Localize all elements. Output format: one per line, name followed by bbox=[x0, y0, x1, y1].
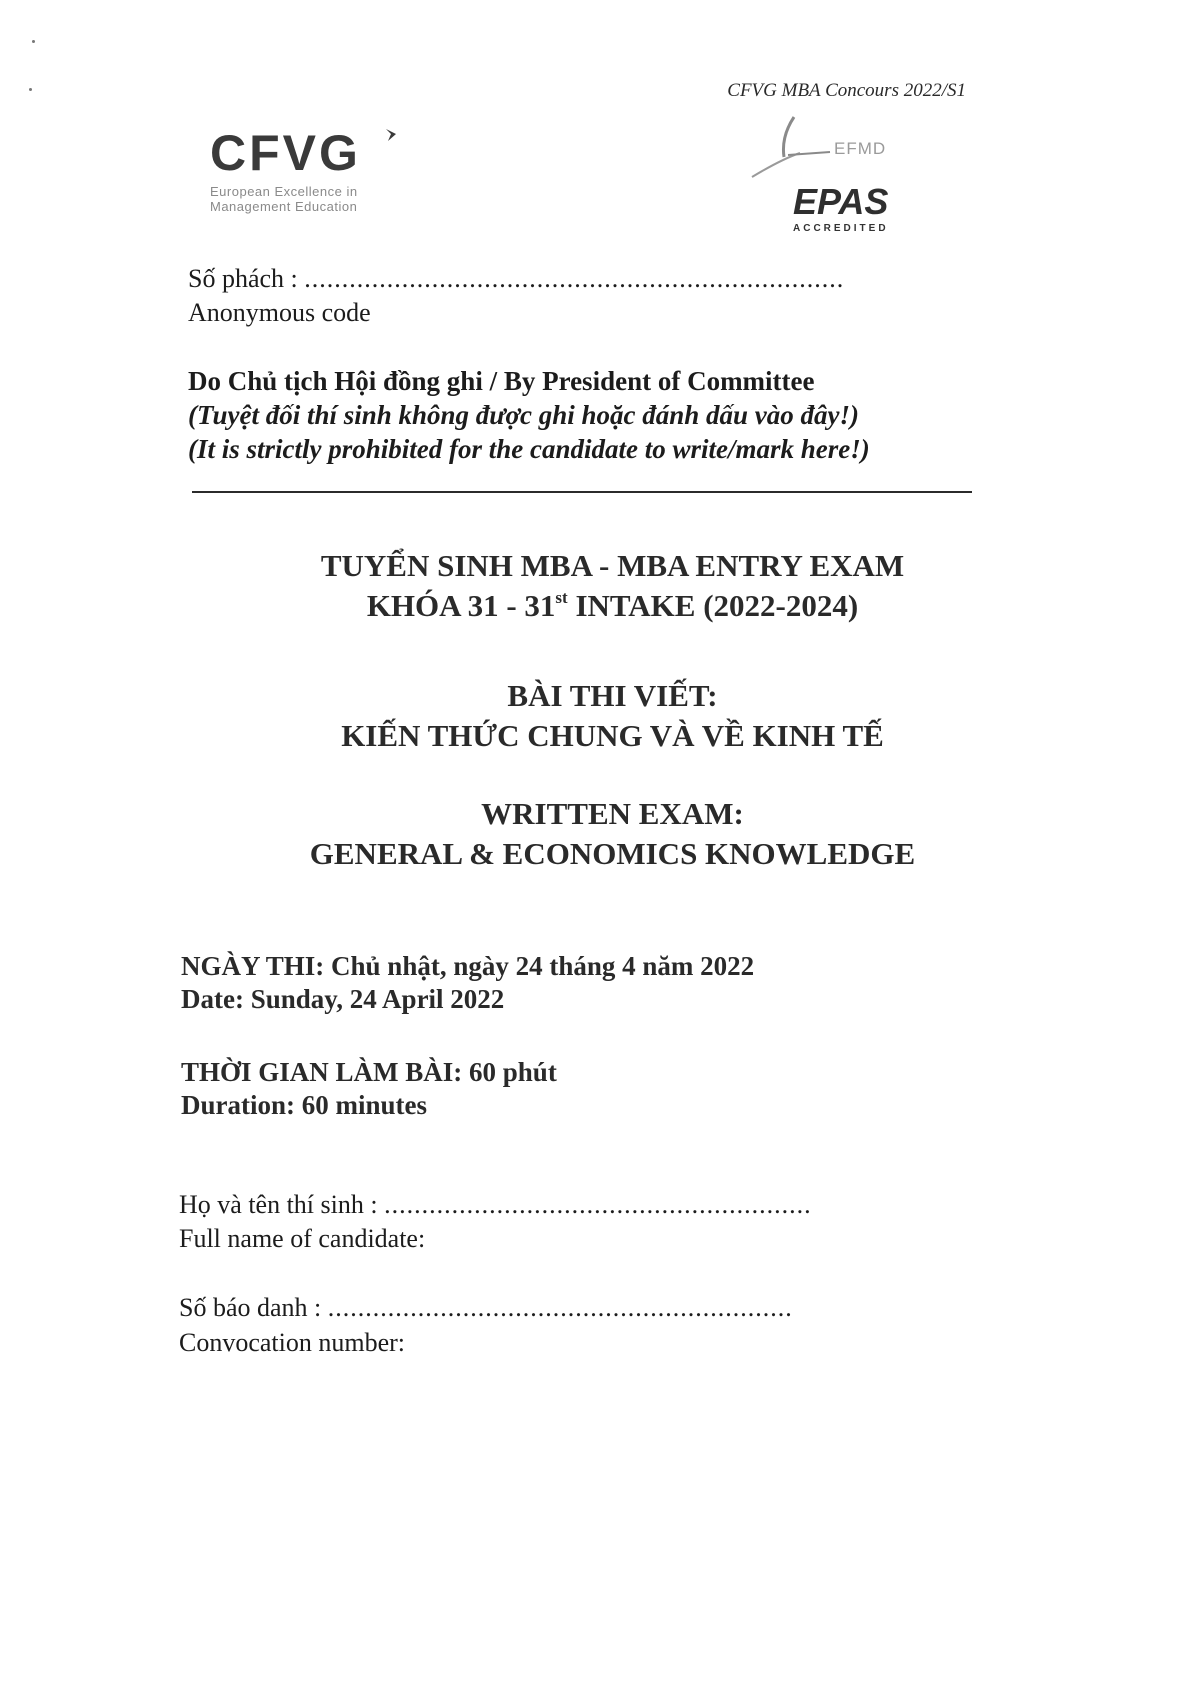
exam-subject-en-line2: GENERAL & ECONOMICS KNOWLEDGE bbox=[309, 836, 916, 871]
exam-date bbox=[181, 950, 754, 1016]
exam-subject-en bbox=[0, 794, 1200, 874]
anonymous-code-label-vi: Số phách : bbox=[188, 264, 298, 293]
exam-date-en: Date: Sunday, 24 April 2022 bbox=[181, 984, 505, 1014]
scan-speck bbox=[32, 40, 35, 43]
scan-speck bbox=[29, 88, 32, 91]
cfvg-tagline-1: European Excellence in bbox=[210, 184, 358, 199]
anonymous-code-label-en: Anonymous code bbox=[188, 298, 371, 327]
exam-date-vi: NGÀY THI: Chủ nhật, ngày 24 tháng 4 năm 2022 bbox=[181, 951, 755, 981]
convocation-number-field bbox=[179, 1291, 793, 1325]
exam-duration bbox=[181, 1056, 557, 1122]
exam-title-line1: TUYỂN SINH MBA - MBA ENTRY EXAM bbox=[320, 548, 905, 583]
epas-wordmark: EPAS bbox=[793, 181, 889, 222]
intake-ordinal-suffix: st bbox=[555, 588, 568, 607]
cfvg-arrow-icon bbox=[384, 128, 398, 142]
committee-note-line3: (It is strictly prohibited for the candidate to write/mark here!) bbox=[188, 434, 870, 464]
intake-suffix: INTAKE (2022-2024) bbox=[567, 588, 859, 623]
candidate-name-dots: ......................................................... bbox=[384, 1190, 812, 1219]
exam-duration-en: Duration: 60 minutes bbox=[181, 1090, 428, 1120]
exam-duration-vi: THỜI GIAN LÀM BÀI: 60 phút bbox=[181, 1057, 557, 1087]
efmd-swoosh-icon bbox=[748, 115, 838, 185]
anonymous-code-dots: ........................................................................ bbox=[304, 264, 845, 293]
exam-subject-en-line1: WRITTEN EXAM: bbox=[481, 796, 744, 831]
candidate-name-label-en: Full name of candidate: bbox=[179, 1224, 426, 1253]
candidate-name-label-vi: Họ và tên thí sinh : bbox=[179, 1190, 378, 1219]
epas-logo bbox=[748, 115, 908, 235]
exam-subject-vi bbox=[0, 676, 1200, 756]
convocation-number-label-vi: Số báo danh : bbox=[179, 1293, 322, 1322]
cfvg-wordmark: CFVG bbox=[210, 125, 361, 181]
cfvg-logo bbox=[210, 125, 400, 218]
committee-note bbox=[188, 364, 870, 466]
candidate-name-field bbox=[179, 1188, 812, 1222]
accredited-label: ACCREDITED bbox=[793, 223, 889, 234]
exam-title-line2 bbox=[0, 586, 1200, 626]
exam-subject-vi-line2: KIẾN THỨC CHUNG VÀ VỀ KINH TẾ bbox=[341, 718, 884, 753]
efmd-label: EFMD bbox=[834, 139, 887, 158]
cfvg-tagline-2: Management Education bbox=[210, 199, 358, 214]
convocation-number-label-en: Convocation number: bbox=[179, 1328, 406, 1357]
committee-note-line1: Do Chủ tịch Hội đồng ghi / By President of Committee bbox=[188, 366, 815, 396]
intake-prefix: KHÓA 31 - 31 bbox=[366, 588, 556, 623]
document-reference: CFVG MBA Concours 2022/S1 bbox=[727, 80, 966, 101]
anonymous-code-field bbox=[188, 262, 844, 296]
exam-subject-vi-line1: BÀI THI VIẾT: bbox=[507, 678, 718, 713]
separator-line bbox=[192, 491, 972, 493]
convocation-number-dots: .............................................................. bbox=[327, 1293, 793, 1322]
committee-note-line2: (Tuyệt đối thí sinh không được ghi hoặc đánh dấu vào đây!) bbox=[188, 400, 859, 430]
exam-title bbox=[0, 546, 1200, 626]
